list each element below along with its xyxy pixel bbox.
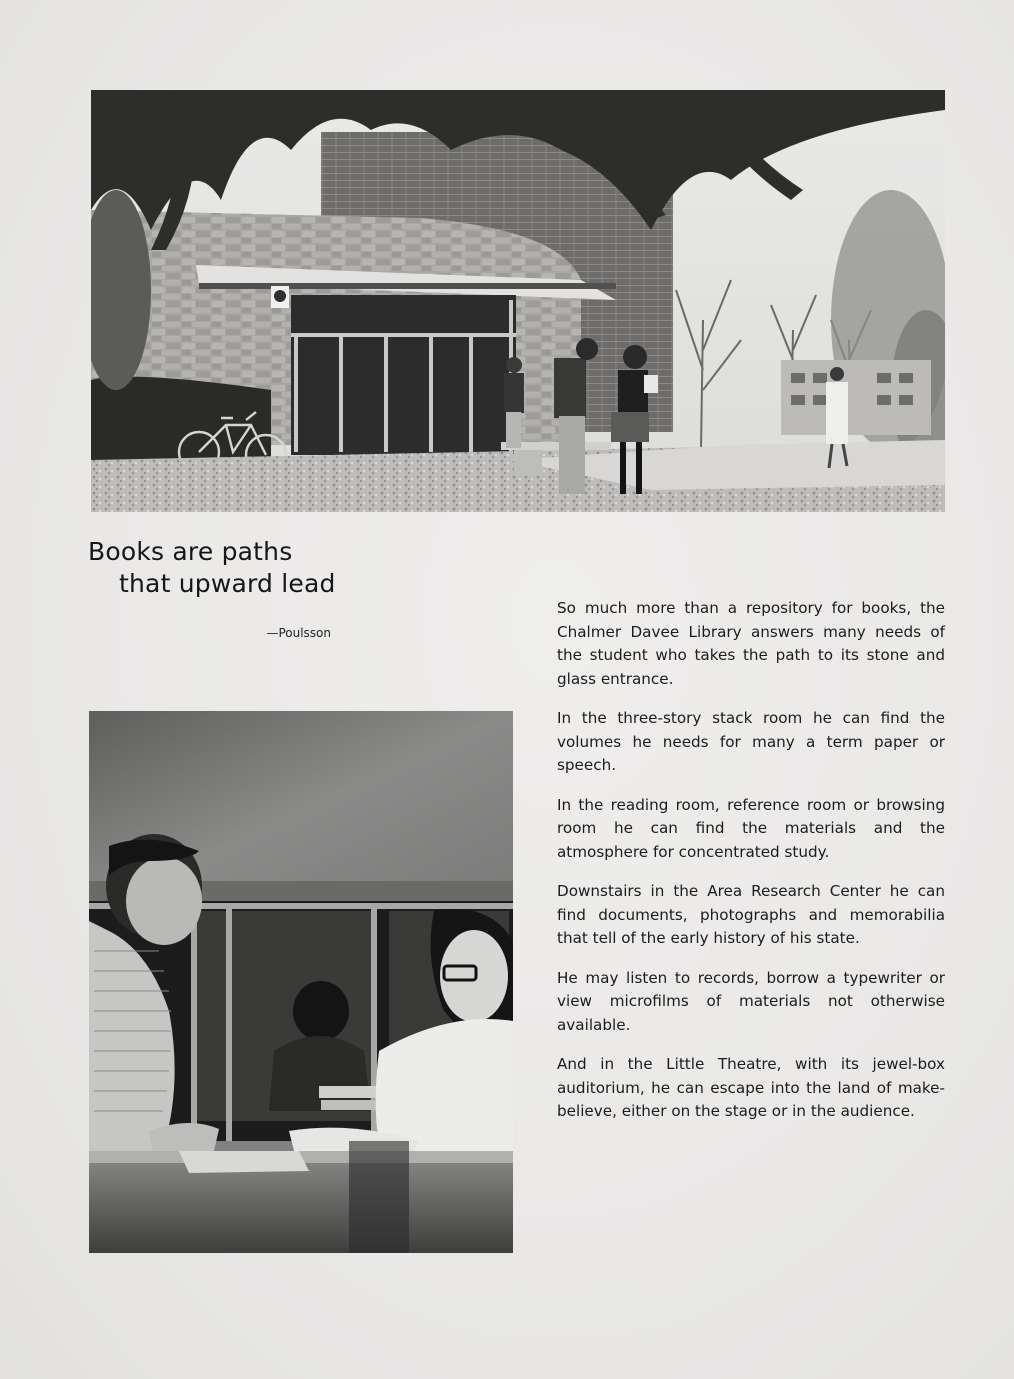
paragraph-little-theatre: And in the Little Theatre, with its jewel-box auditorium, he can escape into the land of make-believe, either on the stage or in the audience.: [557, 1055, 945, 1120]
paragraph-records: He may listen to records, borrow a typewriter or view microfilms of materials not otherwise available.: [557, 968, 945, 1034]
paragraph-research-center: Downstairs in the Area Research Center he can find documents, photographs and memorabilia that tell of the early history of his state.: [557, 882, 945, 947]
article-body: [557, 597, 945, 1140]
article-heading: [88, 536, 348, 600]
heading-line-1: Books are paths: [88, 537, 293, 566]
heading-line-2: that upward lead: [119, 569, 336, 598]
library-entrance-photo: [91, 90, 945, 512]
paragraph-reading-room: In the reading room, reference room or browsing room he can find the materials and the atmosphere for concentrated study.: [557, 795, 945, 861]
quote-attribution: —Poulsson: [266, 626, 331, 640]
paragraph-stack-room: In the three-story stack room he can find the volumes he needs for many a term paper or speech.: [557, 709, 945, 774]
circulation-desk-photo: [89, 711, 513, 1253]
paragraph-intro: So much more than a repository for books, the Chalmer Davee Library answers many needs of the student who takes the path to its stone and glass entrance.: [557, 599, 945, 688]
